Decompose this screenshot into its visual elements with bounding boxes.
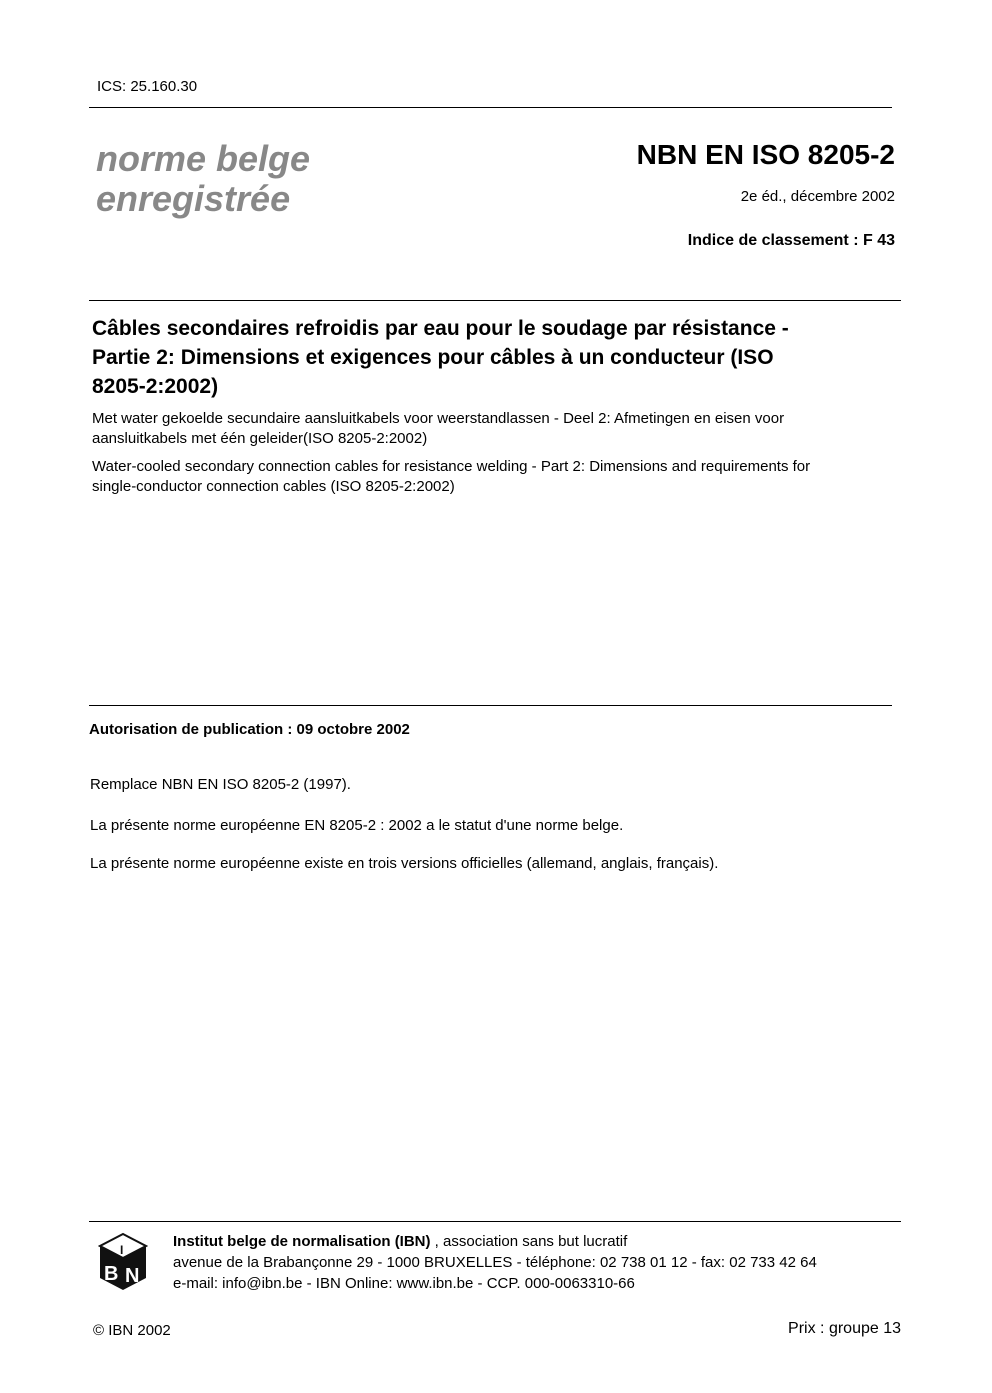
title-dutch xyxy=(92,409,902,449)
title-french-line: Câbles secondaires refroidis par eau pour le soudage par résistance - xyxy=(92,317,789,340)
title-french-line: 8205-2:2002) xyxy=(92,375,219,398)
note-status: La présente norme européenne EN 8205-2 : 2002 a le statut d'une norme belge. xyxy=(90,817,624,834)
brand-line-2: enregistrée xyxy=(96,178,291,219)
institute-name: Institut belge de normalisation (IBN) xyxy=(173,1233,431,1250)
institute-address: avenue de la Brabançonne 29 - 1000 BRUXELLES - téléphone: 02 738 01 12 - fax: 02 733 42 64 xyxy=(173,1254,817,1271)
title-divider-bottom xyxy=(89,705,892,706)
price-group: Prix : groupe 13 xyxy=(788,1320,901,1337)
institute-suffix: , association sans but lucratif xyxy=(430,1233,628,1250)
logo-letter-i: I xyxy=(120,1243,124,1257)
edition-date: 2e éd., décembre 2002 xyxy=(740,188,895,205)
title-divider-top xyxy=(89,300,901,301)
title-french-line: Partie 2: Dimensions et exigences pour câbles à un conducteur (ISO xyxy=(92,346,774,369)
copyright: © IBN 2002 xyxy=(93,1322,171,1339)
footer-divider xyxy=(89,1221,901,1222)
title-french xyxy=(92,314,892,401)
logo-letter-b: B xyxy=(104,1263,119,1285)
title-english-line: single-conductor connection cables (ISO 8205-2:2002) xyxy=(92,478,455,495)
note-replaces: Remplace NBN EN ISO 8205-2 (1997). xyxy=(90,776,351,793)
title-english-line: Water-cooled secondary connection cables for resistance welding - Part 2: Dimensions and requirements for xyxy=(92,458,811,475)
ics-code: ICS: 25.160.30 xyxy=(97,78,198,95)
title-dutch-line: aansluitkabels met één geleider(ISO 8205-2:2002) xyxy=(92,430,428,447)
header-divider xyxy=(89,107,892,108)
title-english xyxy=(92,457,902,497)
institute-heading xyxy=(173,1231,817,1252)
brand-mark xyxy=(96,139,310,219)
standard-number: NBN EN ISO 8205-2 xyxy=(636,139,895,170)
title-dutch-line: Met water gekoelde secundaire aansluitkabels voor weerstandlassen - Deel 2: Afmetingen en eisen voor xyxy=(92,410,785,427)
institute-block xyxy=(173,1231,817,1294)
note-versions: La présente norme européenne existe en trois versions officielles (allemand, anglais, français). xyxy=(90,855,719,872)
publication-authorization: Autorisation de publication : 09 octobre 2002 xyxy=(89,721,410,738)
brand-line-1: norme belge xyxy=(96,138,311,179)
logo-letter-n: N xyxy=(125,1265,140,1287)
institute-contact: e-mail: info@ibn.be - IBN Online: www.ibn.be - CCP. 000-0063310-66 xyxy=(173,1275,635,1292)
classification-index: Indice de classement : F 43 xyxy=(687,232,895,249)
ibn-logo-icon xyxy=(98,1232,148,1292)
